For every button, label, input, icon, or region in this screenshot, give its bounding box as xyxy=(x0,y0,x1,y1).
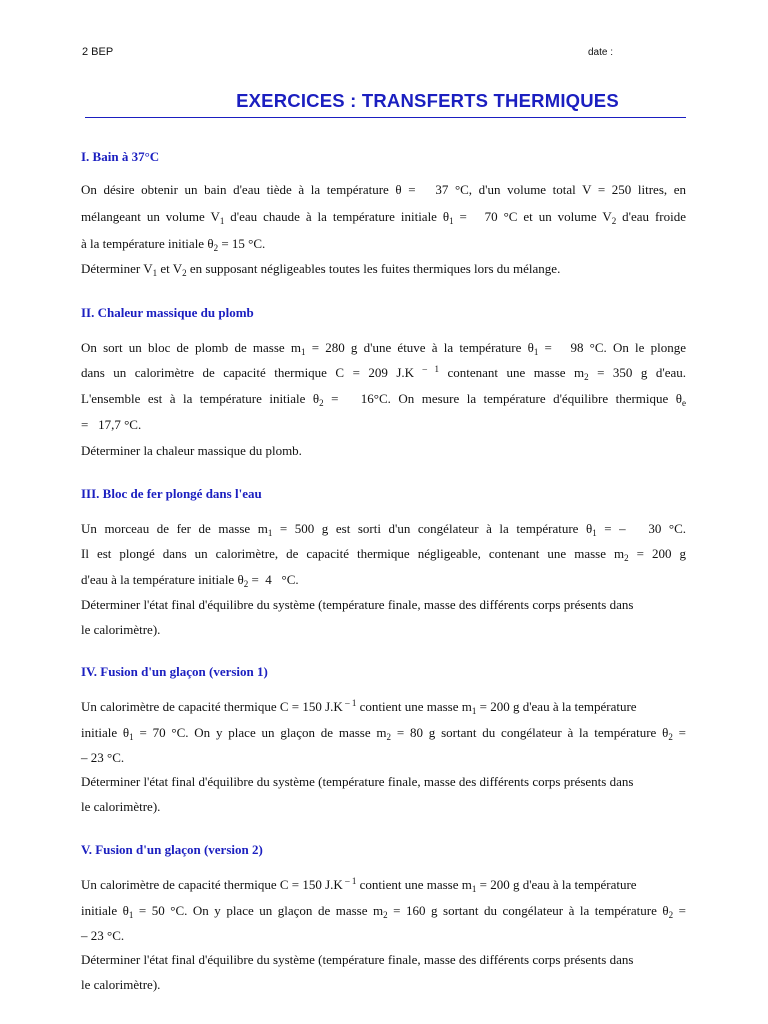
section-4-line-4: Déterminer l'état final d'équilibre du système (température finale, masse des différents corps présents dans xyxy=(81,774,634,789)
section-2-line-2: dans un calorimètre de capacité thermique C = 209 J.K $^{- 1}$ contenant une masse $m_2 = 350$ g d'eau. xyxy=(81,364,687,382)
date-label: date : xyxy=(588,47,614,58)
page-title: EXERCICES : TRANSFERTS THERMIQUES xyxy=(236,90,619,111)
section-1-line-4: Déterminer $V_1$ et $V_2$ en supposant négligeables toutes les fuites thermiques lors du mélange. xyxy=(81,261,561,278)
section-4-line-3: – 23 °C. xyxy=(81,750,125,765)
section-3-line-2: Il est plongé dans un calorimètre, de capacité thermique négligeable, contenant une masse $m_2 = 200$ g xyxy=(81,546,686,563)
section-5-line-3: – 23 °C. xyxy=(81,928,125,943)
section-2-line-4: = 17,7 °C. xyxy=(81,417,142,432)
class-label: 2 BEP xyxy=(82,46,114,58)
section-2-heading: II. Chaleur massique du plomb xyxy=(81,305,254,320)
section-5-line-2: initiale $\theta_1 = 50$ °C. On y place un glaçon de masse $m_2 = 160$ g sortant du congélateur à la température $\theta_2$ = xyxy=(81,903,686,920)
section-1-line-1: On désire obtenir un bain d'eau tiède à la température θ = 37 °C, d'un volume total V = 250 litres, en xyxy=(81,182,686,197)
section-3-line-1: Un morceau de fer de masse $m_1 = 500$ g est sorti d'un congélateur à la température $\theta_1$ = – 30 °C. xyxy=(81,521,686,538)
section-4-line-2: initiale $\theta_1 = 70$ °C. On y place un glaçon de masse $m_2 = 80$ g sortant du congélateur à la température $\theta_2$ = xyxy=(81,725,686,742)
section-1-line-2: mélangeant un volume $V_1$ d'eau chaude à la température initiale $\theta_1 = 70$ °C et un volume $V_2$ d'eau froide xyxy=(81,209,686,226)
section-3-line-4: Déterminer l'état final d'équilibre du système (température finale, masse des différents corps présents dans xyxy=(81,597,634,612)
section-2-line-5: Déterminer la chaleur massique du plomb. xyxy=(81,443,302,458)
section-2-line-1: On sort un bloc de plomb de masse $m_1 = 280$ g d'une étuve à la température $\theta_1 = 98$ °C. On le plonge xyxy=(81,340,687,357)
section-1-line-3: à la température initiale $\theta_2 = 15$ °C. xyxy=(81,236,266,253)
section-5-heading: V. Fusion d'un glaçon (version 2) xyxy=(81,842,263,857)
section-2-line-3: L'ensemble est à la température initiale $\theta_2 = 16^\circ C$. On mesure la température d'équilibre thermique $\theta_e$ xyxy=(81,391,686,408)
section-4-line-1: Un calorimètre de capacité thermique C = 150 J.K $^{- 1}$ contient une masse $m_1 = 200$ g d'eau à la température xyxy=(81,698,637,716)
section-5-line-5: le calorimètre). xyxy=(81,977,161,992)
section-4-line-5: le calorimètre). xyxy=(81,799,161,814)
section-5-line-1: Un calorimètre de capacité thermique C = 150 J.K $^{- 1}$ contient une masse $m_1 = 200$ g d'eau à la température xyxy=(81,876,637,894)
title-underline xyxy=(85,117,686,118)
section-1-heading: I. Bain à 37°C xyxy=(81,149,160,164)
section-3-heading: III. Bloc de fer plongé dans l'eau xyxy=(81,486,262,501)
section-5-line-4: Déterminer l'état final d'équilibre du système (température finale, masse des différents corps présents dans xyxy=(81,952,634,967)
section-3-line-5: le calorimètre). xyxy=(81,622,161,637)
section-4-heading: IV. Fusion d'un glaçon (version 1) xyxy=(81,664,268,679)
section-3-line-3: d'eau à la température initiale $\theta_2 = 4$ °C. xyxy=(81,572,299,589)
